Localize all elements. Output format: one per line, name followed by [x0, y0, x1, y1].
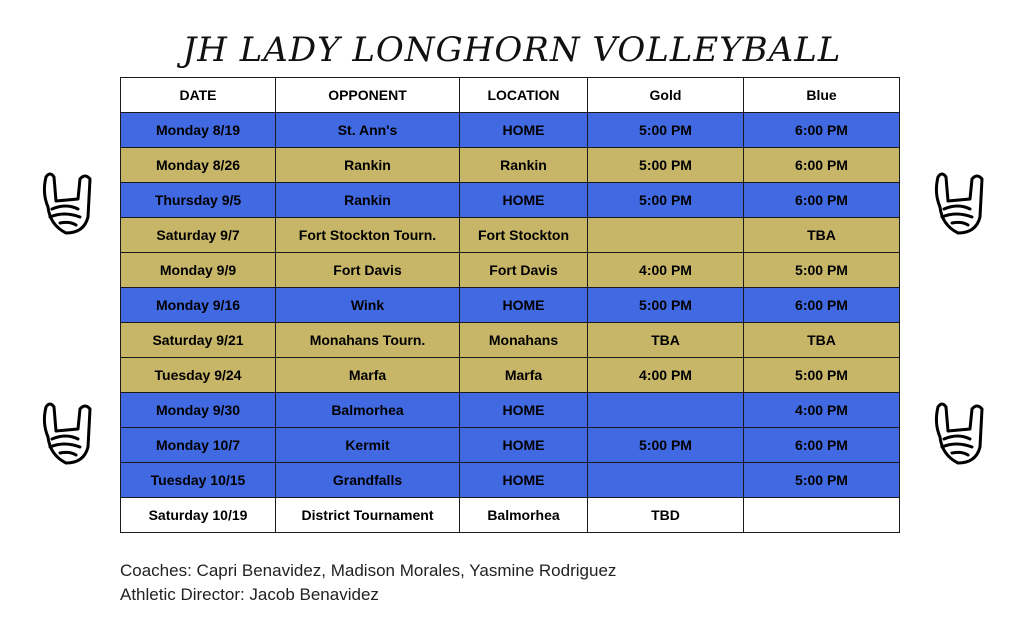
gold-time-cell: 5:00 PM	[588, 288, 744, 323]
gold-time-cell: 5:00 PM	[588, 148, 744, 183]
header-blue: Blue	[744, 78, 900, 113]
table-row	[121, 358, 900, 393]
gold-time-cell: 4:00 PM	[588, 253, 744, 288]
opponent-cell: Kermit	[276, 428, 460, 463]
gold-time-cell: TBA	[588, 323, 744, 358]
blue-time-cell: 5:00 PM	[744, 358, 900, 393]
horns-hand-icon	[928, 395, 988, 471]
location-cell: Fort Stockton	[460, 218, 588, 253]
location-cell: HOME	[460, 393, 588, 428]
table-row	[121, 148, 900, 183]
table-row	[121, 288, 900, 323]
date-cell: Tuesday 10/15	[121, 463, 276, 498]
blue-time-cell: TBA	[744, 218, 900, 253]
location-cell: HOME	[460, 288, 588, 323]
table-row	[121, 253, 900, 288]
blue-time-cell: 6:00 PM	[744, 288, 900, 323]
date-cell: Monday 9/16	[121, 288, 276, 323]
coaches-line: Coaches: Capri Benavidez, Madison Morales, Yasmine Rodriguez	[120, 561, 617, 580]
blue-time-cell: TBA	[744, 323, 900, 358]
header-date: DATE	[121, 78, 276, 113]
location-cell: Marfa	[460, 358, 588, 393]
table-row	[121, 183, 900, 218]
horns-hand-icon	[36, 395, 96, 471]
table-header-row	[121, 78, 900, 113]
date-cell: Saturday 9/7	[121, 218, 276, 253]
horns-hand-icon	[36, 165, 96, 241]
location-cell: HOME	[460, 428, 588, 463]
table-row	[121, 393, 900, 428]
gold-time-cell	[588, 463, 744, 498]
horns-hand-icon	[928, 165, 988, 241]
blue-time-cell: 6:00 PM	[744, 428, 900, 463]
table-row	[121, 323, 900, 358]
opponent-cell: Rankin	[276, 183, 460, 218]
location-cell: HOME	[460, 183, 588, 218]
opponent-cell: Rankin	[276, 148, 460, 183]
gold-time-cell	[588, 218, 744, 253]
date-cell: Thursday 9/5	[121, 183, 276, 218]
gold-time-cell: 5:00 PM	[588, 428, 744, 463]
location-cell: Monahans	[460, 323, 588, 358]
table-row	[121, 498, 900, 533]
page-title: JH LADY LONGHORN VOLLEYBALL	[182, 30, 842, 70]
opponent-cell: Balmorhea	[276, 393, 460, 428]
date-cell: Monday 8/19	[121, 113, 276, 148]
table-row	[121, 113, 900, 148]
gold-time-cell: TBD	[588, 498, 744, 533]
header-opponent: OPPONENT	[276, 78, 460, 113]
blue-time-cell	[744, 498, 900, 533]
blue-time-cell: 6:00 PM	[744, 183, 900, 218]
date-cell: Tuesday 9/24	[121, 358, 276, 393]
location-cell: HOME	[460, 113, 588, 148]
location-cell: HOME	[460, 463, 588, 498]
date-cell: Monday 9/9	[121, 253, 276, 288]
opponent-cell: Fort Davis	[276, 253, 460, 288]
gold-time-cell: 5:00 PM	[588, 113, 744, 148]
date-cell: Monday 10/7	[121, 428, 276, 463]
location-cell: Fort Davis	[460, 253, 588, 288]
date-cell: Saturday 9/21	[121, 323, 276, 358]
footer	[120, 559, 616, 607]
table-row	[121, 463, 900, 498]
date-cell: Saturday 10/19	[121, 498, 276, 533]
schedule-body	[121, 113, 900, 533]
blue-time-cell: 6:00 PM	[744, 148, 900, 183]
opponent-cell: Wink	[276, 288, 460, 323]
opponent-cell: Fort Stockton Tourn.	[276, 218, 460, 253]
gold-time-cell: 5:00 PM	[588, 183, 744, 218]
table-row	[121, 218, 900, 253]
header-gold: Gold	[588, 78, 744, 113]
blue-time-cell: 4:00 PM	[744, 393, 900, 428]
athletic-director-line: Athletic Director: Jacob Benavidez	[120, 585, 379, 604]
opponent-cell: Marfa	[276, 358, 460, 393]
date-cell: Monday 9/30	[121, 393, 276, 428]
opponent-cell: Monahans Tourn.	[276, 323, 460, 358]
gold-time-cell	[588, 393, 744, 428]
opponent-cell: Grandfalls	[276, 463, 460, 498]
header-location: LOCATION	[460, 78, 588, 113]
location-cell: Rankin	[460, 148, 588, 183]
location-cell: Balmorhea	[460, 498, 588, 533]
opponent-cell: District Tournament	[276, 498, 460, 533]
gold-time-cell: 4:00 PM	[588, 358, 744, 393]
table-row	[121, 428, 900, 463]
date-cell: Monday 8/26	[121, 148, 276, 183]
schedule-table	[120, 77, 900, 533]
blue-time-cell: 5:00 PM	[744, 253, 900, 288]
blue-time-cell: 6:00 PM	[744, 113, 900, 148]
blue-time-cell: 5:00 PM	[744, 463, 900, 498]
opponent-cell: St. Ann's	[276, 113, 460, 148]
